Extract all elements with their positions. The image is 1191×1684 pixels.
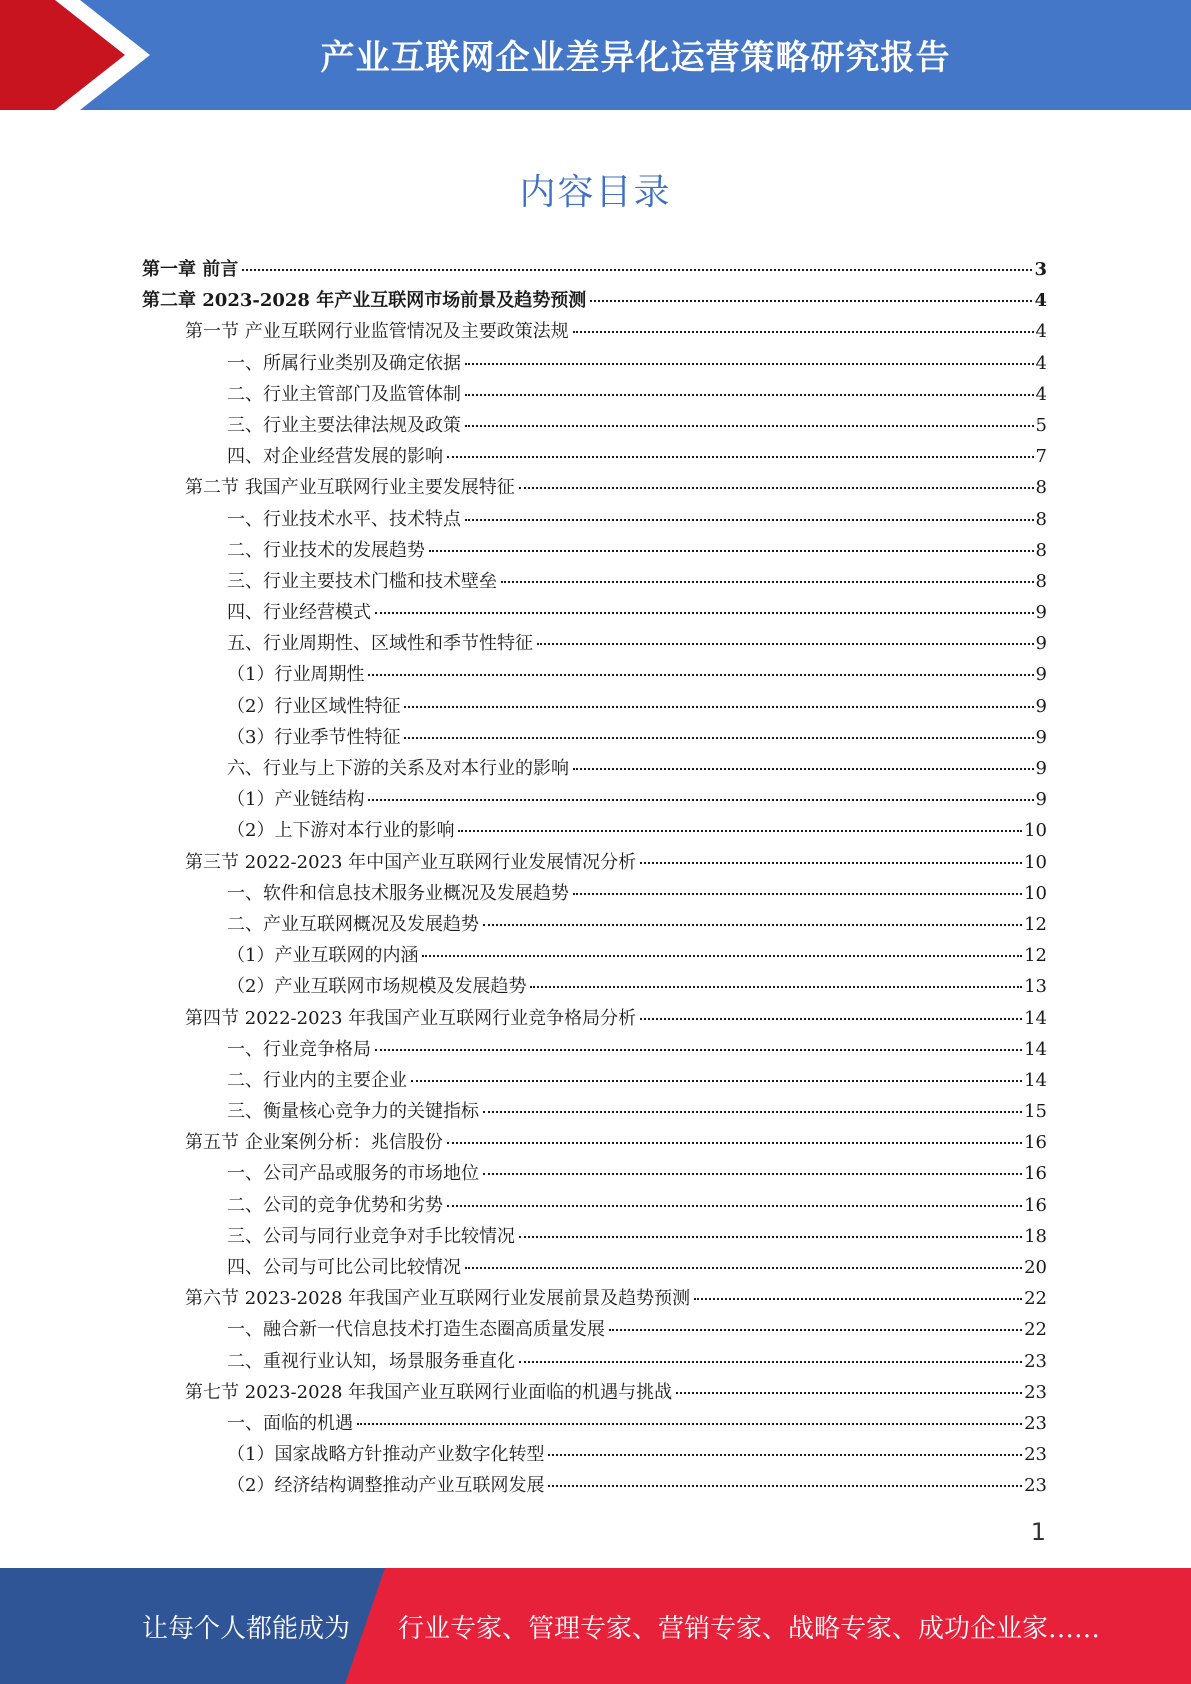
toc-entry-title: 二、公司的竞争优势和劣势 bbox=[227, 1194, 443, 1216]
toc-entry-page: 4 bbox=[1035, 321, 1047, 343]
toc-entry-page: 16 bbox=[1024, 1163, 1047, 1185]
toc-entry-title: 三、衡量核心竞争力的关键指标 bbox=[227, 1101, 479, 1123]
toc-entry-page: 16 bbox=[1024, 1194, 1047, 1216]
toc-entry[interactable] bbox=[142, 753, 1047, 784]
toc-dot-leader bbox=[548, 1485, 1022, 1487]
toc-dot-leader bbox=[573, 331, 1034, 333]
toc-entry-page: 4 bbox=[1034, 290, 1047, 312]
toc-dot-leader bbox=[519, 1361, 1022, 1363]
toc-entry-page: 18 bbox=[1024, 1225, 1047, 1247]
toc-entry-title: 二、重视行业认知，场景服务垂直化 bbox=[227, 1350, 515, 1372]
header-banner bbox=[0, 0, 1191, 110]
toc-dot-leader bbox=[404, 706, 1033, 708]
toc-entry[interactable] bbox=[142, 1221, 1047, 1252]
toc-entry[interactable] bbox=[142, 597, 1047, 628]
toc-entry-page: 12 bbox=[1024, 913, 1047, 935]
toc-dot-leader bbox=[640, 1018, 1022, 1020]
toc-entry-title: 四、对企业经营发展的影响 bbox=[227, 446, 443, 468]
toc-entry-page: 9 bbox=[1035, 695, 1047, 717]
toc-entry-title: 第五节 企业案例分析：兆信股份 bbox=[185, 1132, 443, 1154]
toc-entry-title: 三、行业主要技术门槛和技术壁垒 bbox=[227, 570, 497, 592]
toc-entry-page: 8 bbox=[1035, 508, 1047, 530]
toc-entry[interactable] bbox=[142, 1252, 1047, 1283]
toc-entry[interactable] bbox=[142, 379, 1047, 410]
toc-entry[interactable] bbox=[142, 1190, 1047, 1221]
toc-dot-leader bbox=[447, 1142, 1022, 1144]
toc-entry-title: 二、行业内的主要企业 bbox=[227, 1069, 407, 1091]
toc-entry-page: 16 bbox=[1024, 1132, 1047, 1154]
toc-dot-leader bbox=[530, 986, 1022, 988]
toc-entry-title: 第一章 前言 bbox=[142, 259, 239, 280]
toc-entry[interactable] bbox=[142, 659, 1047, 690]
toc-entry[interactable] bbox=[142, 441, 1047, 472]
toc-dot-leader bbox=[368, 674, 1033, 676]
toc-entry-page: 23 bbox=[1024, 1381, 1047, 1403]
toc-entry[interactable] bbox=[142, 940, 1047, 971]
toc-entry[interactable] bbox=[142, 1003, 1047, 1034]
toc-entry-page: 9 bbox=[1035, 789, 1047, 811]
toc-entry-page: 9 bbox=[1035, 664, 1047, 686]
toc-entry-page: 7 bbox=[1035, 446, 1047, 468]
toc-entry[interactable] bbox=[142, 348, 1047, 379]
toc-entry-title: （1）国家战略方针推动产业数字化转型 bbox=[227, 1444, 545, 1466]
footer-slogan-left: 让每个人都能成为 bbox=[142, 1614, 351, 1644]
toc-entry-title: 第三节 2022-2023 年中国产业互联网行业发展情况分析 bbox=[185, 851, 637, 873]
toc-dot-leader bbox=[422, 955, 1022, 957]
toc-entry-page: 8 bbox=[1035, 539, 1047, 561]
toc-entry-page: 13 bbox=[1024, 976, 1047, 998]
toc-entry-page: 9 bbox=[1035, 602, 1047, 624]
toc-entry[interactable] bbox=[142, 628, 1047, 659]
toc-entry-title: 一、融合新一代信息技术打造生态圈高质量发展 bbox=[227, 1319, 605, 1341]
toc-entry-page: 12 bbox=[1024, 945, 1047, 967]
footer-slogan-right: 行业专家、管理专家、营销专家、战略专家、成功企业家…… bbox=[398, 1614, 1101, 1644]
toc-entry-page: 14 bbox=[1024, 1038, 1047, 1060]
toc-dot-leader bbox=[368, 799, 1033, 801]
toc-dot-leader bbox=[676, 1392, 1022, 1394]
toc-entry-title: 第四节 2022-2023 年我国产业互联网行业竞争格局分析 bbox=[185, 1007, 637, 1029]
toc-entry[interactable] bbox=[142, 566, 1047, 597]
toc-dot-leader bbox=[483, 1173, 1022, 1175]
toc-dot-leader bbox=[548, 1454, 1022, 1456]
toc-entry-page: 14 bbox=[1024, 1069, 1047, 1091]
toc-entry-title: （2）上下游对本行业的影响 bbox=[227, 820, 455, 842]
toc-entry[interactable] bbox=[142, 722, 1047, 753]
toc-entry-title: 四、公司与可比公司比较情况 bbox=[227, 1257, 461, 1278]
toc-dot-leader bbox=[375, 1049, 1022, 1051]
toc-entry[interactable] bbox=[142, 1065, 1047, 1096]
toc-entry-title: （2）行业区域性特征 bbox=[227, 695, 401, 717]
toc-entry-title: 二、行业主管部门及监管体制 bbox=[227, 383, 461, 405]
toc-entry-title: 一、软件和信息技术服务业概况及发展趋势 bbox=[227, 882, 569, 904]
toc-dot-leader bbox=[447, 456, 1034, 458]
toc-entry[interactable] bbox=[142, 285, 1047, 316]
toc-entry-title: 六、行业与上下游的关系及对本行业的影响 bbox=[227, 758, 569, 779]
toc-entry-page: 8 bbox=[1035, 477, 1047, 499]
toc-entry-page: 15 bbox=[1024, 1101, 1047, 1123]
toc-entry-title: （1）行业周期性 bbox=[227, 664, 365, 686]
toc-entry-title: 三、行业主要法律法规及政策 bbox=[227, 414, 461, 436]
toc-entry[interactable] bbox=[142, 1158, 1047, 1189]
toc-dot-leader bbox=[465, 519, 1034, 521]
toc-entry[interactable] bbox=[142, 909, 1047, 940]
toc-entry-title: 一、面临的机遇 bbox=[227, 1412, 353, 1434]
toc-dot-leader bbox=[573, 893, 1022, 895]
toc-entry[interactable] bbox=[142, 1127, 1047, 1158]
toc-dot-leader bbox=[694, 1298, 1022, 1300]
toc-entry-title: （1）产业互联网的内涵 bbox=[227, 945, 419, 967]
toc-entry-page: 4 bbox=[1035, 383, 1047, 405]
toc-dot-leader bbox=[357, 1423, 1022, 1425]
toc-entry[interactable] bbox=[142, 1439, 1047, 1470]
toc-dot-leader bbox=[537, 643, 1034, 645]
toc-entry[interactable] bbox=[142, 1034, 1047, 1065]
toc-dot-leader bbox=[465, 394, 1034, 396]
toc-dot-leader bbox=[519, 1236, 1022, 1238]
toc-dot-leader bbox=[609, 1329, 1022, 1331]
toc-entry[interactable] bbox=[142, 1096, 1047, 1127]
toc-entry[interactable] bbox=[142, 1346, 1047, 1377]
toc-dot-leader bbox=[242, 269, 1032, 271]
toc-dot-leader bbox=[429, 550, 1034, 552]
toc-dot-leader bbox=[447, 1205, 1022, 1207]
toc-entry[interactable] bbox=[142, 878, 1047, 909]
toc-entry-page: 14 bbox=[1024, 1007, 1047, 1029]
toc-entry-page: 3 bbox=[1034, 259, 1047, 280]
toc-entry-title: 一、公司产品或服务的市场地位 bbox=[227, 1163, 479, 1185]
toc-entry-title: 第六节 2023-2028 年我国产业互联网行业发展前景及趋势预测 bbox=[185, 1288, 691, 1310]
toc-dot-leader bbox=[404, 737, 1033, 739]
toc-entry-page: 23 bbox=[1024, 1475, 1047, 1497]
toc-entry-page: 20 bbox=[1024, 1257, 1047, 1278]
toc-entry-title: 第二章 2023-2028 年产业互联网市场前景及趋势预测 bbox=[142, 290, 587, 312]
toc-entry-title: （1）产业链结构 bbox=[227, 789, 365, 811]
toc-entry[interactable] bbox=[142, 847, 1047, 878]
toc-dot-leader bbox=[465, 363, 1034, 365]
toc-dot-leader bbox=[375, 612, 1034, 614]
toc-entry-page: 10 bbox=[1024, 851, 1047, 873]
toc-entry[interactable] bbox=[142, 1470, 1047, 1501]
toc-dot-leader bbox=[573, 768, 1034, 770]
toc-entry-page: 8 bbox=[1035, 570, 1047, 592]
toc-entry[interactable] bbox=[142, 254, 1047, 285]
toc-entry-page: 5 bbox=[1035, 414, 1047, 436]
toc-entry[interactable] bbox=[142, 971, 1047, 1002]
toc-entry[interactable] bbox=[142, 1408, 1047, 1439]
toc-dot-leader bbox=[519, 487, 1034, 489]
toc-entry[interactable] bbox=[142, 504, 1047, 535]
toc-dot-leader bbox=[411, 1080, 1022, 1082]
toc-entry-page: 22 bbox=[1024, 1288, 1047, 1310]
toc-entry-title: 二、产业互联网概况及发展趋势 bbox=[227, 913, 479, 935]
toc-dot-leader bbox=[590, 300, 1032, 302]
toc-entry-title: 三、公司与同行业竞争对手比较情况 bbox=[227, 1225, 515, 1247]
toc-dot-leader bbox=[501, 581, 1034, 583]
toc-entry[interactable] bbox=[142, 784, 1047, 815]
toc-dot-leader bbox=[640, 862, 1022, 864]
toc-entry-page: 9 bbox=[1035, 726, 1047, 748]
report-title: 产业互联网企业差异化运营策略研究报告 bbox=[320, 38, 951, 78]
toc-entry-page: 4 bbox=[1035, 352, 1047, 374]
toc-entry-title: 四、行业经营模式 bbox=[227, 602, 371, 624]
toc-entry[interactable] bbox=[142, 815, 1047, 846]
toc-entry-page: 10 bbox=[1024, 820, 1047, 842]
toc-entry-title: 一、行业技术水平、技术特点 bbox=[227, 508, 461, 530]
toc-entry[interactable] bbox=[142, 535, 1047, 566]
toc-dot-leader bbox=[465, 1267, 1022, 1269]
toc-entry[interactable] bbox=[142, 691, 1047, 722]
footer-banner bbox=[0, 1568, 1191, 1684]
toc-entry-page: 9 bbox=[1035, 633, 1047, 655]
toc-entry-page: 23 bbox=[1024, 1412, 1047, 1434]
toc-entry[interactable] bbox=[142, 472, 1047, 503]
toc-entry[interactable] bbox=[142, 1377, 1047, 1408]
toc-entry-page: 10 bbox=[1024, 882, 1047, 904]
toc-dot-leader bbox=[483, 924, 1022, 926]
toc-entry-page: 23 bbox=[1024, 1444, 1047, 1466]
toc-entry-title: 第二节 我国产业互联网行业主要发展特征 bbox=[185, 477, 515, 499]
toc-entry[interactable] bbox=[142, 316, 1047, 347]
toc-entry-title: 第七节 2023-2028 年我国产业互联网行业面临的机遇与挑战 bbox=[185, 1381, 673, 1403]
toc-entry-page: 23 bbox=[1024, 1350, 1047, 1372]
table-of-contents bbox=[142, 254, 1047, 1502]
toc-entry-page: 22 bbox=[1024, 1319, 1047, 1341]
toc-entry-page: 9 bbox=[1035, 758, 1047, 779]
toc-dot-leader bbox=[465, 425, 1034, 427]
toc-entry[interactable] bbox=[142, 1314, 1047, 1345]
toc-dot-leader bbox=[458, 830, 1022, 832]
toc-entry-title: 二、行业技术的发展趋势 bbox=[227, 539, 425, 561]
toc-entry-title: （3）行业季节性特征 bbox=[227, 726, 401, 748]
toc-entry-title: （2）经济结构调整推动产业互联网发展 bbox=[227, 1475, 545, 1497]
toc-entry-title: 第一节 产业互联网行业监管情况及主要政策法规 bbox=[185, 321, 569, 343]
toc-entry-title: 五、行业周期性、区域性和季节性特征 bbox=[227, 633, 533, 655]
toc-heading: 内容目录 bbox=[519, 172, 672, 213]
toc-entry-title: 一、所属行业类别及确定依据 bbox=[227, 352, 461, 374]
toc-entry[interactable] bbox=[142, 1283, 1047, 1314]
toc-entry-title: 一、行业竞争格局 bbox=[227, 1038, 371, 1060]
toc-entry[interactable] bbox=[142, 410, 1047, 441]
toc-entry-title: （2）产业互联网市场规模及发展趋势 bbox=[227, 976, 527, 998]
toc-dot-leader bbox=[483, 1111, 1022, 1113]
page-number: 1 bbox=[1030, 1518, 1046, 1546]
